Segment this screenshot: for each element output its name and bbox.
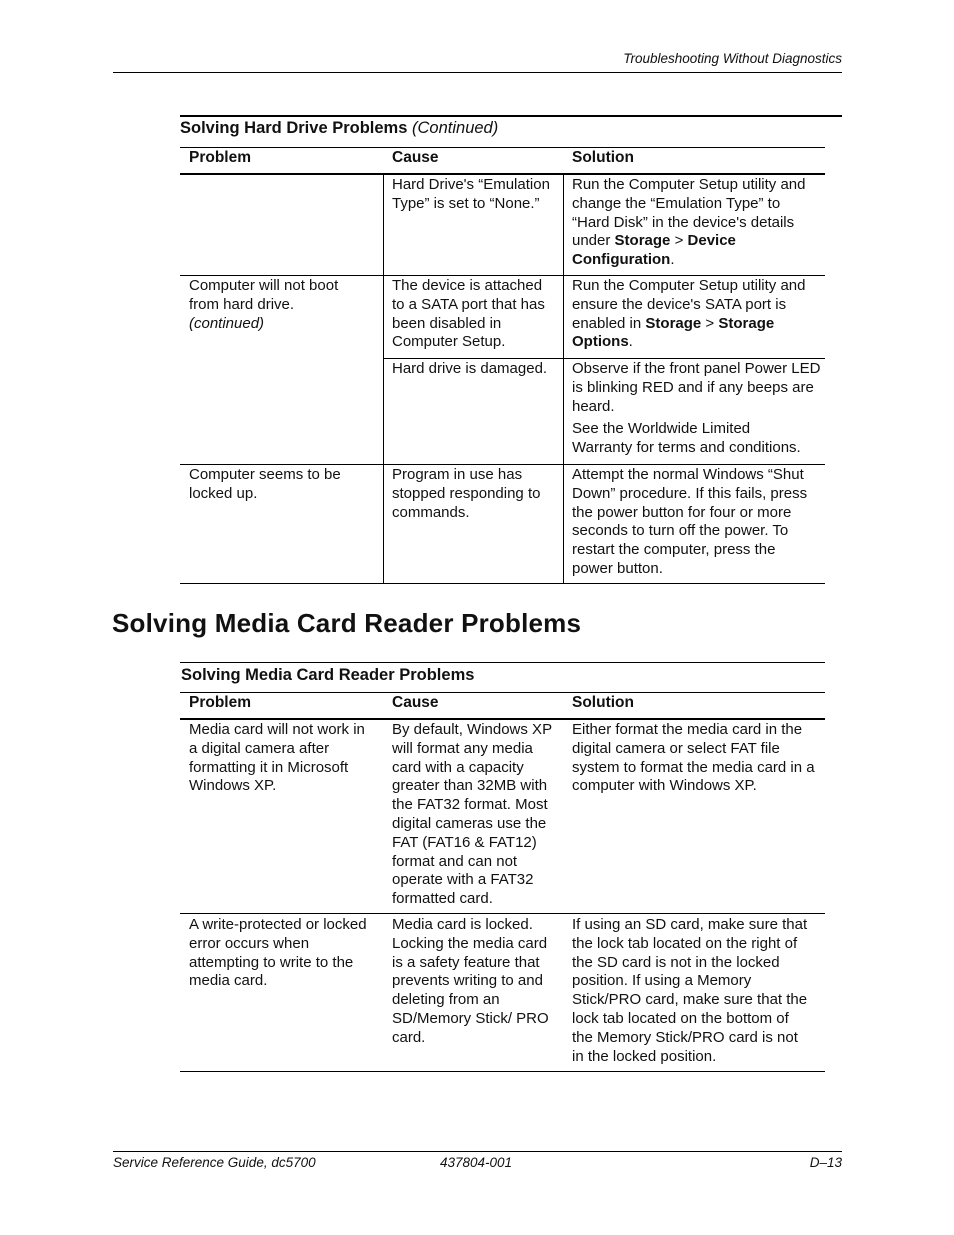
table2-row-rule bbox=[180, 913, 825, 914]
table1-row-rule bbox=[180, 464, 825, 465]
table2-title: Solving Media Card Reader Problems bbox=[181, 666, 475, 684]
table1-top-rule bbox=[180, 115, 842, 117]
table1-r4-solution: Attempt the normal Windows “Shut Down” procedure. If this fails, press the power button for four or more seconds to turn off the power. To restart the computer, press the power button. bbox=[572, 466, 808, 577]
table1-r2-problem: Computer will not boot from hard drive. (continued) bbox=[189, 277, 339, 332]
footer-guide-title: Service Reference Guide, dc5700 bbox=[113, 1155, 316, 1170]
header-rule bbox=[113, 72, 842, 73]
table1-divider bbox=[563, 174, 564, 584]
table1-divider bbox=[383, 174, 384, 584]
table1-col-problem: Problem bbox=[189, 149, 252, 166]
table1-r1-cause: Hard Drive's “Emulation Type” is set to “None.” bbox=[392, 176, 550, 212]
table2-top-rule bbox=[180, 662, 825, 663]
table2-bottom-rule bbox=[180, 1071, 825, 1072]
table2-col-cause: Cause bbox=[392, 694, 439, 711]
table1-r4-cause: Program in use has stopped responding to commands. bbox=[392, 466, 541, 521]
footer-rule bbox=[113, 1151, 842, 1152]
table2-header-rule bbox=[180, 718, 825, 720]
table1-row-rule bbox=[180, 275, 825, 276]
table1-r1-solution: Run the Computer Setup utility and change the “Emulation Type” to “Hard Disk” in the device's details under Storage > Device Configuration. bbox=[572, 176, 806, 269]
table1-title-suffix: (Continued) bbox=[412, 119, 499, 137]
table1-r2-solution: Run the Computer Setup utility and ensure the device's SATA port is enabled in Storage > Storage Options. bbox=[572, 277, 806, 351]
table2-r2-solution: If using an SD card, make sure that the lock tab located on the right of the SD card is not in the locked position. If using a Memory Stick/PRO card, make sure that the lock tab located on the bottom of the Memory Stick/PRO card is not in the locked position. bbox=[572, 916, 808, 1065]
table2-r2-problem: A write-protected or locked error occurs when attempting to write to the media card. bbox=[189, 916, 367, 990]
table1-title-rule bbox=[180, 147, 825, 148]
table1-header-rule bbox=[180, 173, 825, 175]
table1-bottom-rule bbox=[180, 583, 825, 584]
table1-title: Solving Hard Drive Problems (Continued) bbox=[180, 119, 499, 137]
table2-r1-problem: Media card will not work in a digital camera after formatting it in Microsoft Windows XP. bbox=[189, 721, 365, 795]
running-header: Troubleshooting Without Diagnostics bbox=[623, 51, 842, 66]
table2-col-solution: Solution bbox=[572, 694, 634, 711]
table1-r3-cause: Hard drive is damaged. bbox=[392, 360, 548, 377]
section-heading: Solving Media Card Reader Problems bbox=[112, 608, 582, 638]
table1-col-cause: Cause bbox=[392, 149, 439, 166]
table1-r2-cause: The device is attached to a SATA port that has been disabled in Computer Setup. bbox=[392, 277, 545, 351]
table2-r1-cause: By default, Windows XP will format any media card with a capacity greater than 32MB with the FAT32 format. Most digital cameras use the FAT (FAT16 & FAT12) format and can not operate with a FAT32 formatted card. bbox=[392, 721, 553, 908]
table2-title-rule bbox=[180, 692, 825, 693]
table1-r3-solution: Observe if the front panel Power LED is blinking RED and if any beeps are heard. See the Worldwide Limited Warranty for terms and conditions. bbox=[572, 360, 821, 457]
table1-r4-problem: Computer seems to be locked up. bbox=[189, 466, 341, 502]
table2-r2-cause: Media card is locked. Locking the media card is a safety feature that prevents writing to and deleting from an SD/Memory Stick/ PRO card. bbox=[392, 916, 549, 1046]
table2-r1-solution: Either format the media card in the digital camera or select FAT file system to format the media card in a computer with Windows XP. bbox=[572, 721, 815, 795]
footer-part-number: 437804-001 bbox=[440, 1155, 513, 1170]
table1-col-solution: Solution bbox=[572, 149, 634, 166]
table1-row-rule-partial bbox=[383, 358, 825, 359]
table2-col-problem: Problem bbox=[189, 694, 252, 711]
footer-page-number: D–13 bbox=[809, 1155, 842, 1170]
